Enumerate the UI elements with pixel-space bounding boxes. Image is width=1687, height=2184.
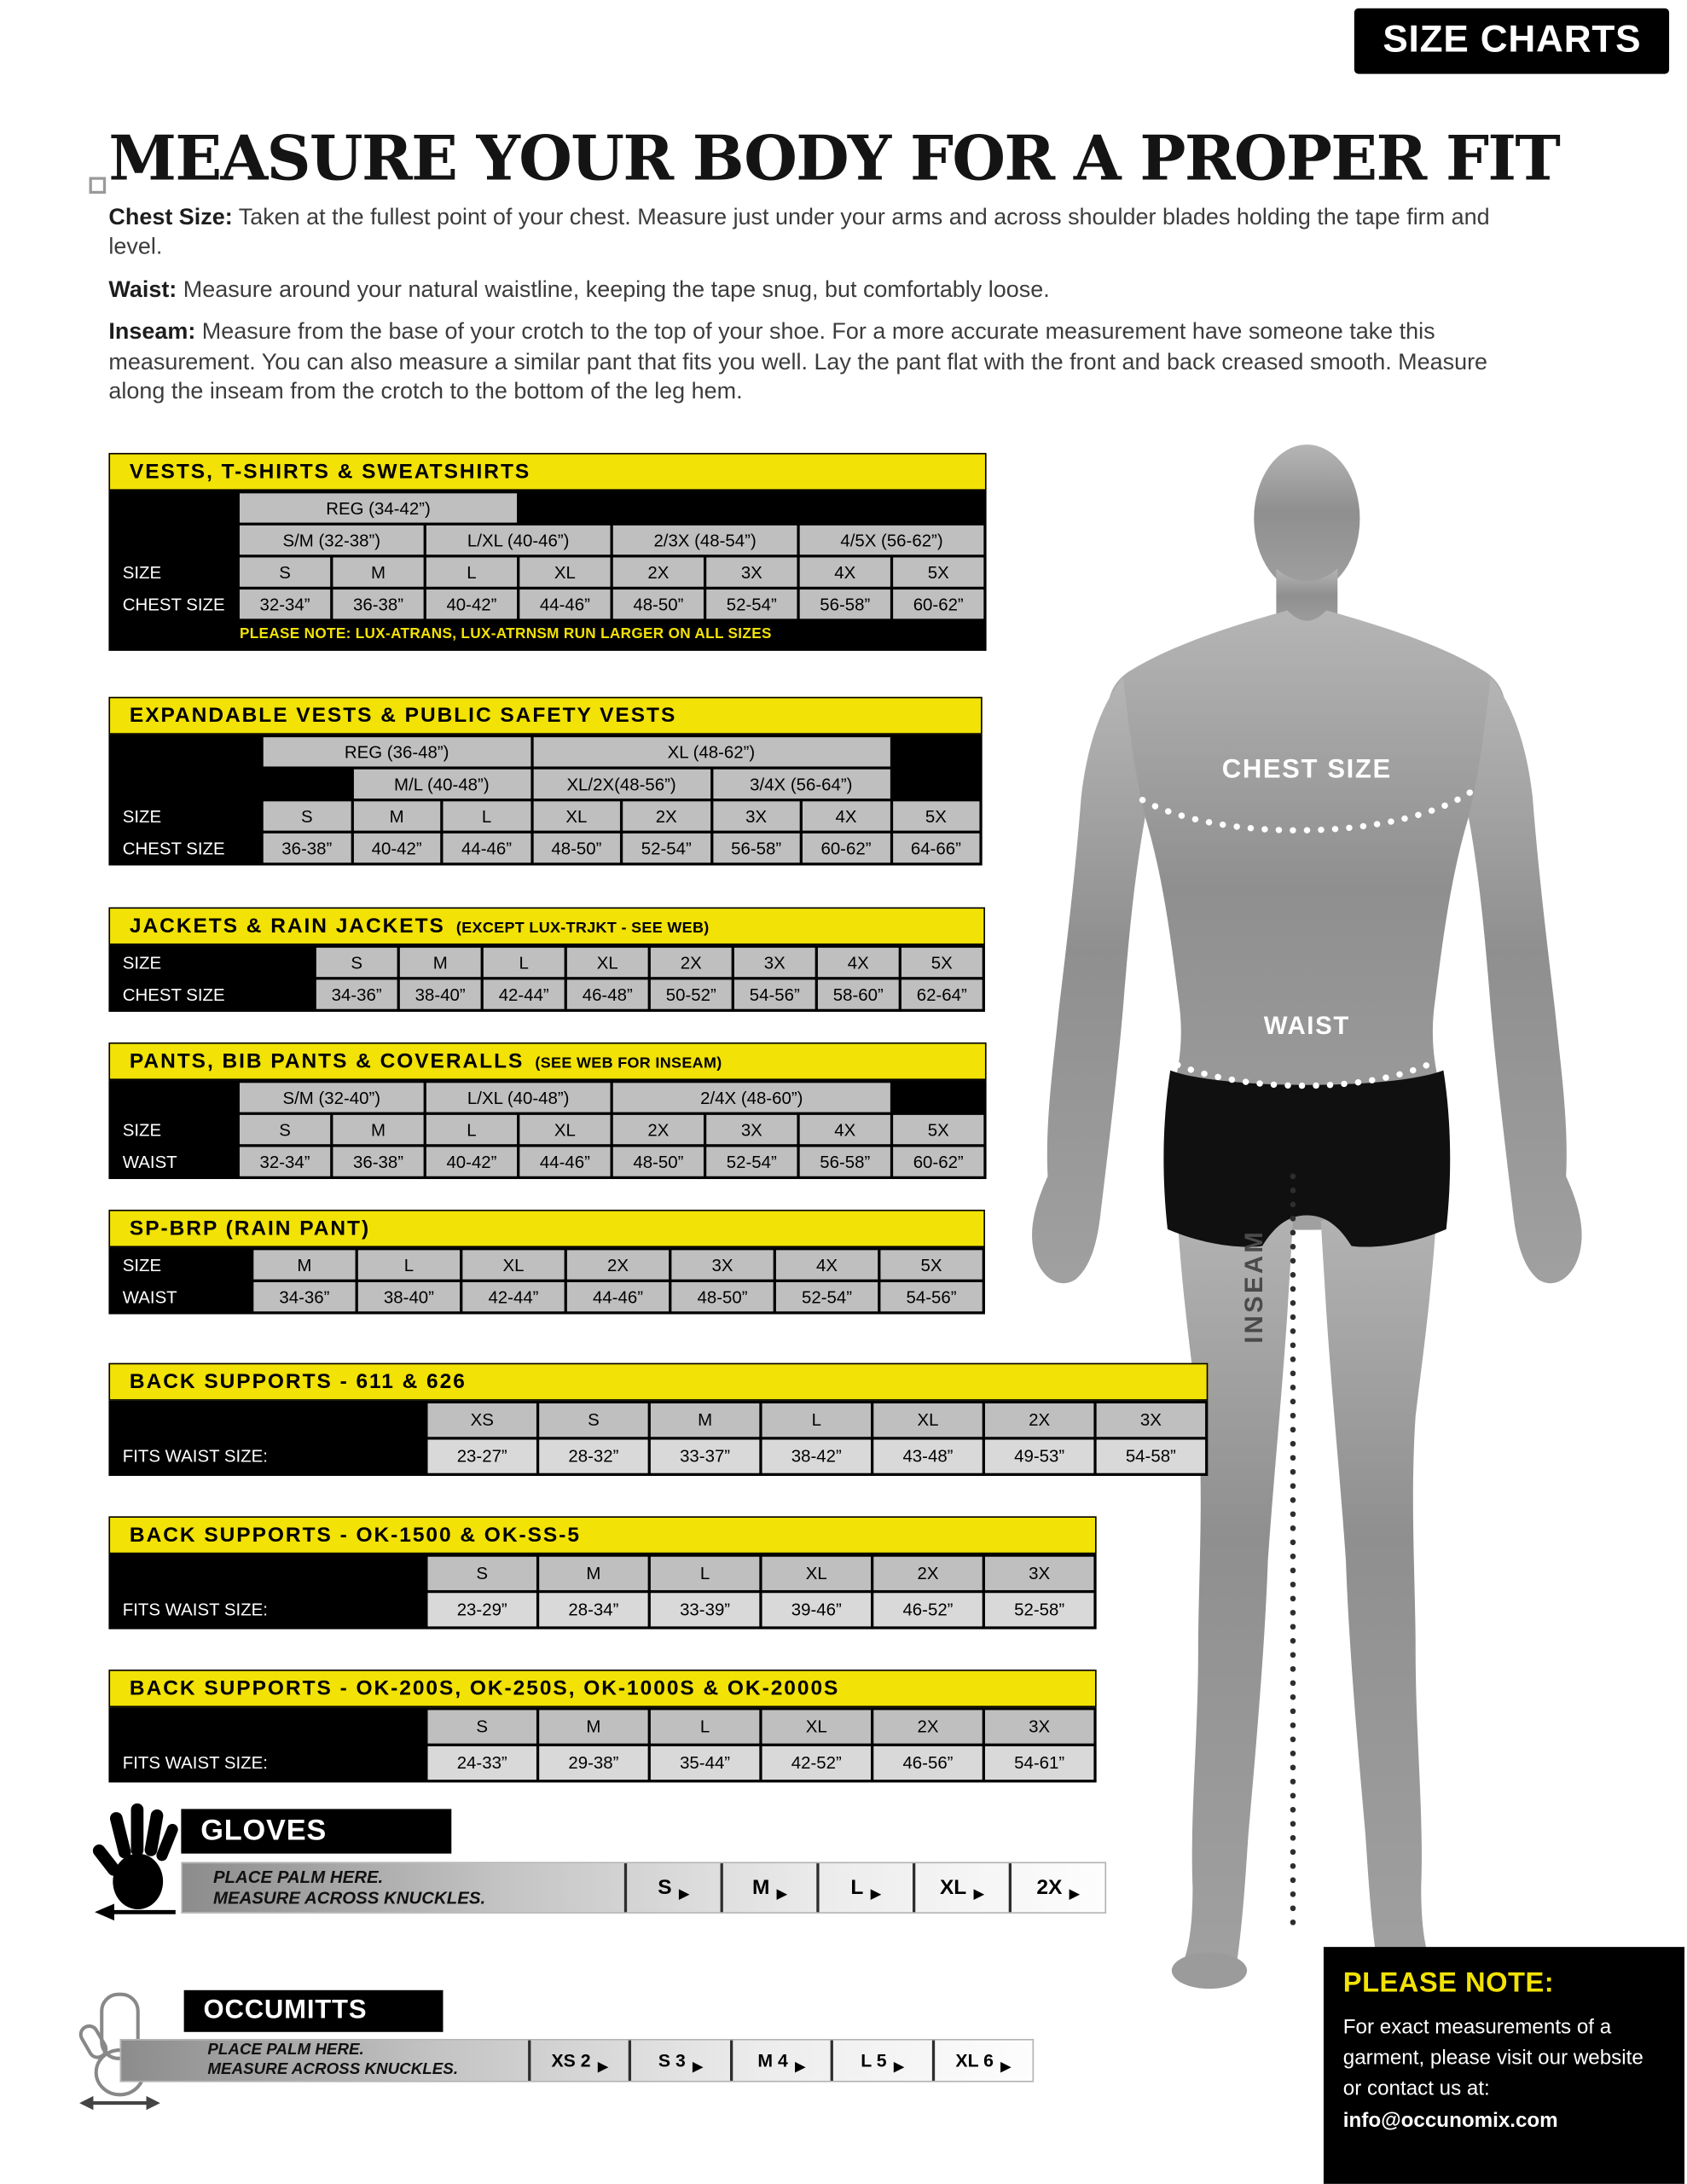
size-cell: 46-52” xyxy=(873,1593,982,1626)
row-label: FITS WAIST SIZE: xyxy=(122,1753,268,1773)
size-cell: 4X xyxy=(818,948,899,977)
occumitts-instruction-line1: PLACE PALM HERE. xyxy=(207,2041,364,2059)
table-sp-brp-rain-pant xyxy=(108,1210,985,1315)
page-title: MEASURE YOUR BODY FOR A PROPER FIT xyxy=(108,125,1560,196)
table-body xyxy=(108,491,986,651)
size-cell: 4X xyxy=(803,801,890,830)
right-arrow-icon: ▶ xyxy=(678,1886,690,1902)
row-label: CHEST SIZE xyxy=(122,838,225,858)
row-label: WAIST xyxy=(122,1287,177,1307)
size-cell: S xyxy=(539,1403,647,1437)
size-cell: 33-37” xyxy=(651,1440,759,1473)
size-cell: 48-50” xyxy=(613,1147,704,1176)
size-cell: 48-50” xyxy=(613,590,704,619)
size-cell: 52-58” xyxy=(985,1593,1093,1626)
size-cell: 60-62” xyxy=(893,590,983,619)
chest-size-term: Chest Size: xyxy=(108,205,233,230)
size-segment: L ▶ xyxy=(816,1863,913,1912)
size-cell: 5X xyxy=(901,948,983,977)
size-cell: L xyxy=(762,1403,871,1437)
size-cell: 52-54” xyxy=(776,1282,878,1311)
size-cell: S xyxy=(240,557,330,586)
right-arrow-icon: ▶ xyxy=(794,2059,806,2075)
size-cell: 34-36” xyxy=(253,1282,355,1311)
size-range-cell: 3/4X (56-64”) xyxy=(713,770,890,799)
occumitts-heading xyxy=(184,1990,443,2032)
please-note-text: For exact measurements of a garment, please visit our website or contact us at: xyxy=(1342,2016,1644,2101)
size-cell: S xyxy=(428,1710,536,1743)
table-back-supports-ok200s xyxy=(108,1670,1096,1782)
size-cell: 4X xyxy=(800,1115,890,1144)
table-vests-tshirts-sweatshirts xyxy=(108,453,986,651)
table-expandable-vests xyxy=(108,697,982,866)
waist-text: Measure around your natural waistline, keeping the tape snug, but comfortably loose. xyxy=(183,276,1050,303)
size-cell: XL xyxy=(762,1557,871,1590)
size-cell: 5X xyxy=(892,801,979,830)
size-cell: 48-50” xyxy=(671,1282,773,1311)
size-cell: XL xyxy=(519,557,610,586)
size-cell: 38-40” xyxy=(358,1282,460,1311)
size-cell: 24-33” xyxy=(428,1746,536,1780)
please-note-heading: PLEASE NOTE: xyxy=(1342,1967,1555,1999)
size-cell: 3X xyxy=(713,801,800,830)
size-cell: M xyxy=(333,1115,423,1144)
size-cell: 44-46” xyxy=(519,590,610,619)
size-cell: 29-38” xyxy=(539,1746,647,1780)
row-label: SIZE xyxy=(122,1119,162,1140)
right-arrow-icon: ▶ xyxy=(870,1886,882,1902)
size-segment: XL ▶ xyxy=(913,1863,1009,1912)
size-cell: XL xyxy=(873,1403,982,1437)
size-range-cell: S/M (32-40”) xyxy=(240,1083,424,1112)
left-arrow-icon xyxy=(79,2096,93,2110)
table-body xyxy=(108,945,985,1012)
size-cell: 54-58” xyxy=(1097,1440,1205,1473)
row-label: SIZE xyxy=(122,1255,162,1275)
table-jackets-rain-jackets xyxy=(108,907,985,1012)
size-cell: 3X xyxy=(985,1557,1093,1590)
size-cell: 4X xyxy=(800,557,890,586)
gloves-heading-label: GLOVES xyxy=(200,1814,328,1847)
size-cell: 58-60” xyxy=(818,979,899,1008)
gloves-instruction-line1: PLACE PALM HERE. xyxy=(212,1867,384,1887)
table-title: BACK SUPPORTS - 611 & 626 xyxy=(108,1363,1208,1401)
glove-hand-icon xyxy=(92,1795,182,1923)
size-cell: 52-54” xyxy=(706,1147,797,1176)
gloves-measure-bar xyxy=(181,1862,1106,1913)
row-label xyxy=(112,1710,426,1743)
size-range-cell: XL (48-62”) xyxy=(533,737,890,766)
size-cell: 38-42” xyxy=(762,1440,871,1473)
size-cell: 28-34” xyxy=(539,1593,647,1626)
size-cell: 42-44” xyxy=(462,1282,564,1311)
size-cell: S xyxy=(240,1115,330,1144)
table-title: PANTS, BIB PANTS & COVERALLS (SEE WEB FOR INSEAM) xyxy=(108,1043,986,1080)
size-range-cell: 2/4X (48-60”) xyxy=(613,1083,890,1112)
table-body xyxy=(108,1247,985,1314)
size-cell: 3X xyxy=(1097,1403,1205,1437)
size-cell: M xyxy=(400,948,481,977)
table-title: JACKETS & RAIN JACKETS (EXCEPT LUX-TRJKT - SEE WEB) xyxy=(108,907,985,944)
size-segment: XL 6 ▶ xyxy=(931,2041,1032,2081)
size-cell: XL xyxy=(533,801,620,830)
table-pants-bib-coveralls xyxy=(108,1043,986,1179)
size-segment: S ▶ xyxy=(624,1863,721,1912)
row-label xyxy=(112,1557,426,1590)
size-cell: XL xyxy=(567,948,648,977)
size-cell: L xyxy=(651,1557,759,1590)
size-range-cell: 4/5X (56-62”) xyxy=(800,526,984,555)
size-cell: 23-27” xyxy=(428,1440,536,1473)
size-cell: 54-61” xyxy=(985,1746,1093,1780)
size-cell: L xyxy=(426,557,517,586)
gloves-instruction-line2: MEASURE ACROSS KNUCKLES. xyxy=(212,1887,486,1908)
size-cell: M xyxy=(253,1250,355,1279)
size-cell: 52-54” xyxy=(623,834,710,863)
waist-label: WAIST xyxy=(1263,1012,1350,1041)
size-cell: M xyxy=(651,1403,759,1437)
size-charts-badge: SIZE CHARTS xyxy=(1355,9,1669,74)
table-body xyxy=(108,735,982,866)
size-cell: 3X xyxy=(706,557,797,586)
row-label: SIZE xyxy=(122,806,162,826)
row-label: CHEST SIZE xyxy=(122,594,225,614)
size-cell: 44-46” xyxy=(519,1147,610,1176)
size-cell: 36-38” xyxy=(333,590,423,619)
right-arrow-icon: ▶ xyxy=(776,1886,788,1902)
size-range-cell: REG (36-48”) xyxy=(264,737,530,766)
right-arrow-icon: ▶ xyxy=(1069,1886,1081,1902)
size-segment: L 5 ▶ xyxy=(831,2041,931,2081)
size-cell: XL xyxy=(519,1115,610,1144)
right-arrow-icon: ▶ xyxy=(692,2059,704,2075)
row-label xyxy=(112,1403,426,1437)
table-note: PLEASE NOTE: LUX-ATRANS, LUX-ATRNSM RUN LARGER ON ALL SIZES xyxy=(239,625,772,643)
size-cell: 5X xyxy=(893,1115,983,1144)
occumitts-measure-bar xyxy=(119,2039,1034,2082)
table-body xyxy=(108,1707,1096,1782)
size-cell: 54-56” xyxy=(734,979,815,1008)
row-label: CHEST SIZE xyxy=(122,985,225,1005)
size-cell: 44-46” xyxy=(567,1282,669,1311)
size-cell: 40-42” xyxy=(426,1147,517,1176)
size-cell: 5X xyxy=(893,557,983,586)
size-cell: 4X xyxy=(776,1250,878,1279)
inseam-text: Measure from the base of your crotch to the top of your shoe. For a more accurate measurement have someone take this measurement. You can also measure a similar pant that fits you well. Lay the pant flat with the front and back creased smooth. Measure along the inseam from the crotch to the bottom of the leg hem. xyxy=(108,319,1488,405)
size-cell: 2X xyxy=(623,801,710,830)
inseam-term: Inseam: xyxy=(108,319,196,346)
size-cell: 60-62” xyxy=(803,834,890,863)
row-label: SIZE xyxy=(122,952,162,973)
size-cell: 2X xyxy=(613,1115,704,1144)
row-label: FITS WAIST SIZE: xyxy=(122,1446,268,1467)
size-cell: 3X xyxy=(734,948,815,977)
contact-email: info@occunomix.com xyxy=(1342,2109,1558,2132)
size-cell: 33-39” xyxy=(651,1593,759,1626)
size-cell: 60-62” xyxy=(893,1147,983,1176)
table-body xyxy=(108,1554,1096,1629)
right-arrow-icon: ▶ xyxy=(973,1886,985,1902)
size-cell: L xyxy=(426,1115,517,1144)
occumitts-instruction-line2: MEASURE ACROSS KNUCKLES. xyxy=(207,2060,459,2077)
size-cell: 5X xyxy=(880,1250,982,1279)
size-cell: 3X xyxy=(706,1115,797,1144)
waist-term: Waist: xyxy=(108,276,177,303)
size-cell: 46-56” xyxy=(873,1746,982,1780)
size-segment: 2X ▶ xyxy=(1009,1863,1105,1912)
size-segment: M ▶ xyxy=(721,1863,817,1912)
size-range-cell: L/XL (40-46”) xyxy=(426,526,611,555)
size-cell: 40-42” xyxy=(353,834,440,863)
table-back-supports-ok1500 xyxy=(108,1516,1096,1629)
size-cell: M xyxy=(539,1557,647,1590)
size-segment: XS 2 ▶ xyxy=(528,2041,629,2081)
size-cell: M xyxy=(333,557,423,586)
size-cell: 56-58” xyxy=(713,834,800,863)
size-cell: L xyxy=(358,1250,460,1279)
size-cell: 34-36” xyxy=(316,979,397,1008)
table-title: VESTS, T-SHIRTS & SWEATSHIRTS xyxy=(108,453,986,491)
size-cell: 56-58” xyxy=(800,590,890,619)
size-cell: 42-44” xyxy=(484,979,565,1008)
table-body xyxy=(108,1401,1208,1476)
size-cell: 40-42” xyxy=(426,590,517,619)
square-bullet xyxy=(90,177,107,194)
table-body xyxy=(108,1080,986,1179)
size-range-cell: S/M (32-38”) xyxy=(240,526,424,555)
size-cell: 32-34” xyxy=(240,590,330,619)
table-title: SP-BRP (RAIN PANT) xyxy=(108,1210,985,1247)
table-title: BACK SUPPORTS - OK-1500 & OK-SS-5 xyxy=(108,1516,1096,1554)
size-cell: 3X xyxy=(671,1250,773,1279)
table-back-supports-611-626 xyxy=(108,1363,1208,1476)
gloves-size-scale xyxy=(624,1863,1105,1912)
occumitts-heading-label: OCCUMITTS xyxy=(203,1995,368,2025)
size-cell: XL xyxy=(762,1710,871,1743)
size-cell: 50-52” xyxy=(651,979,732,1008)
size-cell: 48-50” xyxy=(533,834,620,863)
size-cell: 52-54” xyxy=(706,590,797,619)
size-range-cell: REG (34-42”) xyxy=(240,493,517,522)
size-range-cell: 2/3X (48-54”) xyxy=(613,526,797,555)
size-segment: S 3 ▶ xyxy=(629,2041,729,2081)
size-cell: 42-52” xyxy=(762,1746,871,1780)
right-arrow-icon: ▶ xyxy=(597,2059,609,2075)
size-cell: M xyxy=(353,801,440,830)
size-cell: M xyxy=(539,1710,647,1743)
size-cell: 38-40” xyxy=(400,979,481,1008)
occumitts-instructions xyxy=(121,2041,528,2081)
size-cell: L xyxy=(651,1710,759,1743)
size-cell: 39-46” xyxy=(762,1593,871,1626)
size-cell: S xyxy=(264,801,351,830)
size-cell: 23-29” xyxy=(428,1593,536,1626)
size-cell: 3X xyxy=(985,1710,1093,1743)
left-arrow-icon xyxy=(95,1903,114,1920)
size-cell: 32-34” xyxy=(240,1147,330,1176)
size-range-cell: L/XL (40-48”) xyxy=(426,1083,611,1112)
size-cell: 46-48” xyxy=(567,979,648,1008)
size-cell: 28-32” xyxy=(539,1440,647,1473)
size-cell: 2X xyxy=(613,557,704,586)
size-cell: S xyxy=(428,1557,536,1590)
body-figure xyxy=(972,435,1669,2024)
table-title: EXPANDABLE VESTS & PUBLIC SAFETY VESTS xyxy=(108,697,982,735)
gloves-instructions xyxy=(183,1863,624,1912)
size-cell: 49-53” xyxy=(985,1440,1093,1473)
right-arrow-icon: ▶ xyxy=(893,2059,905,2075)
inseam-instruction xyxy=(108,318,1502,408)
gloves-heading xyxy=(181,1809,451,1853)
size-range-cell: M/L (40-48”) xyxy=(353,770,530,799)
right-arrow-icon xyxy=(147,2096,160,2110)
table-title: BACK SUPPORTS - OK-200S, OK-250S, OK-1000S & OK-2000S xyxy=(108,1670,1096,1707)
size-cell: XL xyxy=(462,1250,564,1279)
size-cell: 2X xyxy=(651,948,732,977)
row-label: SIZE xyxy=(122,562,162,583)
chest-size-text: Taken at the fullest point of your chest. Measure just under your arms and across shoulder blades holding the tape firm and level. xyxy=(108,205,1490,260)
size-cell: 35-44” xyxy=(651,1746,759,1780)
waist-instruction xyxy=(108,276,1502,305)
size-cell: 54-56” xyxy=(880,1282,982,1311)
size-cell: 62-64” xyxy=(901,979,983,1008)
size-range-cell: XL/2X(48-56”) xyxy=(533,770,710,799)
row-label: FITS WAIST SIZE: xyxy=(122,1600,268,1620)
size-cell: XS xyxy=(428,1403,536,1437)
size-cell: L xyxy=(443,801,530,830)
size-cell: 44-46” xyxy=(443,834,530,863)
chest-size-label: CHEST SIZE xyxy=(1221,753,1392,784)
measuring-instructions xyxy=(108,204,1502,421)
size-cell: 2X xyxy=(873,1710,982,1743)
size-cell: 36-38” xyxy=(264,834,351,863)
size-cell: 56-58” xyxy=(800,1147,890,1176)
size-cell: S xyxy=(316,948,397,977)
inseam-label: INSEAM xyxy=(1240,1228,1269,1344)
row-label: WAIST xyxy=(122,1152,177,1172)
size-cell: L xyxy=(484,948,565,977)
chest-size-instruction xyxy=(108,204,1502,264)
size-cell: 36-38” xyxy=(333,1147,423,1176)
size-segment: M 4 ▶ xyxy=(730,2041,831,2081)
size-cell: 64-66” xyxy=(892,834,979,863)
please-note-box xyxy=(1324,1947,1684,2184)
occumitts-size-scale xyxy=(528,2041,1032,2081)
size-cell: 2X xyxy=(985,1403,1093,1437)
size-cell: 2X xyxy=(873,1557,982,1590)
right-arrow-icon: ▶ xyxy=(1000,2059,1012,2075)
size-cell: 43-48” xyxy=(873,1440,982,1473)
left-foot xyxy=(1172,1953,1247,1989)
size-cell: 2X xyxy=(567,1250,669,1279)
